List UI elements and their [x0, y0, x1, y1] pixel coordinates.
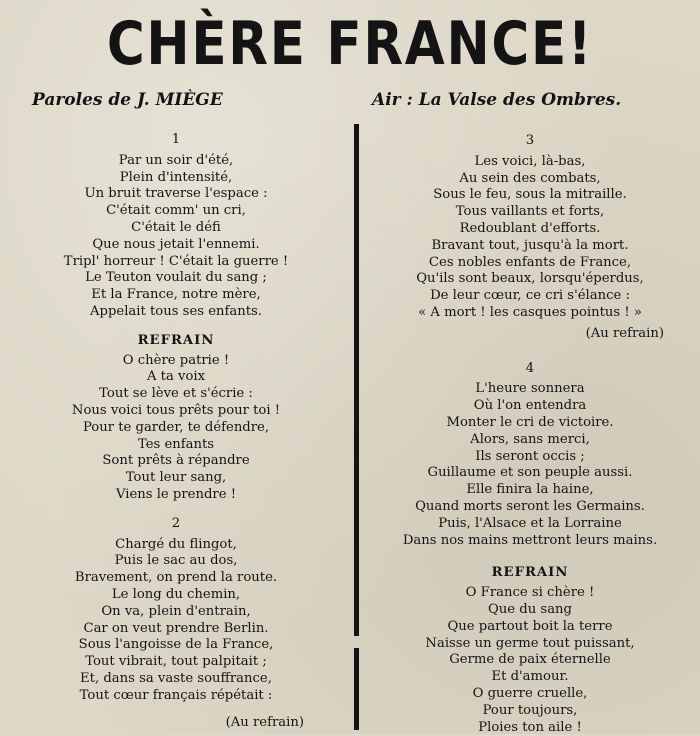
stanza-1 — [0, 153, 352, 321]
au-refrain-note: (Au refrain) — [0, 715, 304, 732]
verse-line: Tous vaillants et forts, — [360, 204, 700, 221]
verse-line: Ils seront occis ; — [360, 449, 700, 466]
refrain-line: Que du sang — [360, 602, 700, 619]
stanza-4 — [360, 381, 700, 549]
verse-line: Le long du chemin, — [0, 587, 352, 604]
verse-line: Redoublant d'efforts. — [360, 221, 700, 238]
refrain-line: Sont prêts à répandre — [0, 453, 352, 470]
refrain-1 — [0, 353, 352, 504]
verse-line: « A mort ! les casques pointus ! » — [360, 305, 700, 322]
stanza-number: 2 — [0, 516, 352, 533]
verse-line: Sous le feu, sous la mitraille. — [360, 187, 700, 204]
stanza-number: 1 — [0, 132, 352, 149]
verse-line: Un bruit traverse l'espace : — [0, 186, 352, 203]
song-title: CHÈRE FRANCE! — [49, 8, 651, 80]
verse-line: Et, dans sa vaste souffrance, — [0, 671, 352, 688]
verse-line: Quand morts seront les Germains. — [360, 499, 700, 516]
verse-line: Tout vibrait, tout palpitait ; — [0, 654, 352, 671]
verse-line: C'était le défi — [0, 220, 352, 237]
verse-line: L'heure sonnera — [360, 381, 700, 398]
refrain-2 — [360, 585, 700, 736]
refrain-line: Ploies ton aile ! — [360, 720, 700, 736]
verse-line: On va, plein d'entrain, — [0, 604, 352, 621]
verse-line: Elle finira la haine, — [360, 482, 700, 499]
verse-line: Chargé du flingot, — [0, 537, 352, 554]
verse-line: Guillaume et son peuple aussi. — [360, 465, 700, 482]
refrain-line: O France si chère ! — [360, 585, 700, 602]
verse-line: Monter le cri de victoire. — [360, 415, 700, 432]
refrain-line: Pour te garder, te défendre, — [0, 420, 352, 437]
verse-line: Plein d'intensité, — [0, 170, 352, 187]
verse-line: Appelait tous ses enfants. — [0, 304, 352, 321]
refrain-line: O guerre cruelle, — [360, 686, 700, 703]
column-divider — [354, 124, 359, 636]
verse-line: Bravant tout, jusqu'à la mort. — [360, 238, 700, 255]
refrain-line: Pour toujours, — [360, 703, 700, 720]
verse-line: Puis le sac au dos, — [0, 553, 352, 570]
refrain-line: Que partout boit la terre — [360, 619, 700, 636]
refrain-line: Tes enfants — [0, 437, 352, 454]
verse-line: Les voici, là-bas, — [360, 154, 700, 171]
verse-line: Alors, sans merci, — [360, 432, 700, 449]
verse-line: Que nous jetait l'ennemi. — [0, 237, 352, 254]
refrain-line: Naisse un germe tout puissant, — [360, 636, 700, 653]
refrain-line: A ta voix — [0, 369, 352, 386]
tune-credit: Air : La Valse des Ombres. — [372, 88, 621, 112]
refrain-heading: REFRAIN — [0, 333, 352, 350]
verse-line: Tripl' horreur ! C'était la guerre ! — [0, 254, 352, 271]
stanza-3 — [360, 154, 700, 322]
stanza-number: 4 — [360, 361, 700, 378]
verse-line: Sous l'angoisse de la France, — [0, 637, 352, 654]
refrain-line: Tout se lève et s'écrie : — [0, 386, 352, 403]
verse-line: Où l'on entendra — [360, 398, 700, 415]
verse-line: De leur cœur, ce cri s'élance : — [360, 288, 700, 305]
verse-line: Au sein des combats, — [360, 171, 700, 188]
refrain-line: Germe de paix éternelle — [360, 652, 700, 669]
lyrics-credit: Paroles de J. MIÈGE — [32, 88, 223, 112]
right-column — [360, 157, 700, 736]
verse-line: Tout cœur français répétait : — [0, 688, 352, 705]
left-column — [0, 132, 352, 731]
refrain-line: Tout leur sang, — [0, 470, 352, 487]
refrain-line: Nous voici tous prêts pour toi ! — [0, 403, 352, 420]
refrain-line: Et d'amour. — [360, 669, 700, 686]
verse-line: Qu'ils sont beaux, lorsqu'éperdus, — [360, 271, 700, 288]
verse-line: Bravement, on prend la route. — [0, 570, 352, 587]
verse-line: Puis, l'Alsace et la Lorraine — [360, 516, 700, 533]
refrain-line: Viens le prendre ! — [0, 487, 352, 504]
verse-line: Par un soir d'été, — [0, 153, 352, 170]
au-refrain-note: (Au refrain) — [360, 326, 664, 343]
refrain-heading: REFRAIN — [360, 565, 700, 582]
column-divider-lower — [354, 648, 359, 730]
verse-line: Et la France, notre mère, — [0, 287, 352, 304]
verse-line: C'était comm' un cri, — [0, 203, 352, 220]
verse-line: Le Teuton voulait du sang ; — [0, 270, 352, 287]
refrain-line: O chère patrie ! — [0, 353, 352, 370]
stanza-2 — [0, 537, 352, 705]
verse-line: Dans nos mains mettront leurs mains. — [360, 533, 700, 550]
verse-line: Car on veut prendre Berlin. — [0, 621, 352, 638]
stanza-number: 3 — [360, 133, 700, 150]
verse-line: Ces nobles enfants de France, — [360, 255, 700, 272]
